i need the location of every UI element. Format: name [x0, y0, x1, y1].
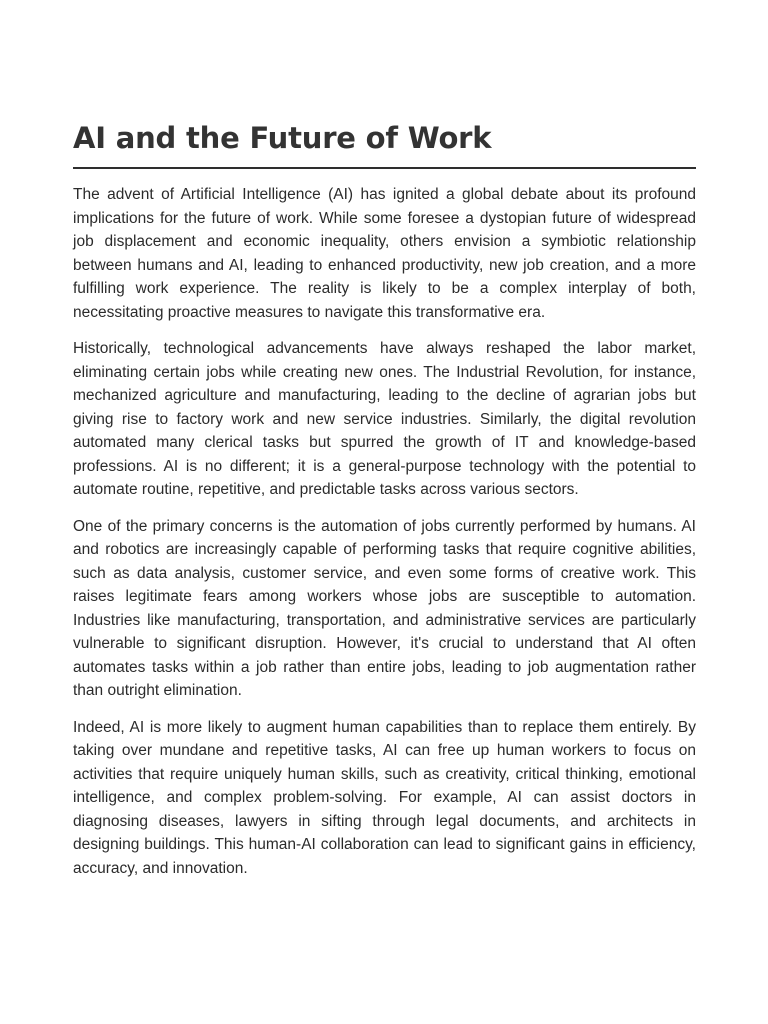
paragraph-2: Historically, technological advancements have always reshaped the labor market, eliminating certain jobs while creating new ones. The Industrial Revolution, for instance, mechanized agriculture and manufacturing, leading to the decline of agrarian jobs but giving rise to factory work and new service industries. Similarly, the digital revolution automated many clerical tasks but spurred the growth of IT and knowledge-based professions. AI is no different; it is a general-purpose technology with the potential to automate routine, repetitive, and predictable tasks across various sectors.	[73, 340, 696, 498]
title-divider	[73, 167, 696, 169]
document-page	[73, 118, 696, 893]
paragraph-1: The advent of Artificial Intelligence (AI) has ignited a global debate about its profound implications for the future of work. While some foresee a dystopian future of widespread job displacement and economic inequality, others envision a symbiotic relationship between humans and AI, leading to enhanced productivity, new job creation, and a more fulfilling work experience. The reality is likely to be a complex interplay of both, necessitating proactive measures to navigate this transformative era.	[73, 186, 696, 321]
paragraph-4: Indeed, AI is more likely to augment human capabilities than to replace them entirely. By taking over mundane and repetitive tasks, AI can free up human workers to focus on activities that require uniquely human skills, such as creativity, critical thinking, emotional intelligence, and complex problem-solving. For example, AI can assist doctors in diagnosing diseases, lawyers in sifting through legal documents, and architects in designing buildings. This human-AI collaboration can lead to significant gains in efficiency, accuracy, and innovation.	[73, 718, 696, 877]
document-title: AI and the Future of Work	[73, 121, 492, 155]
paragraph-3: One of the primary concerns is the automation of jobs currently performed by humans. AI and robotics are increasingly capable of performing tasks that require cognitive abilities, such as data analysis, customer service, and even some forms of creative work. This raises legitimate fears among workers whose jobs are susceptible to automation. Industries like manufacturing, transportation, and administrative services are particularly vulnerable to significant disruption. However, it's crucial to understand that AI often automates tasks within a job rather than entire jobs, leading to job augmentation rather than outright elimination.	[73, 517, 696, 699]
